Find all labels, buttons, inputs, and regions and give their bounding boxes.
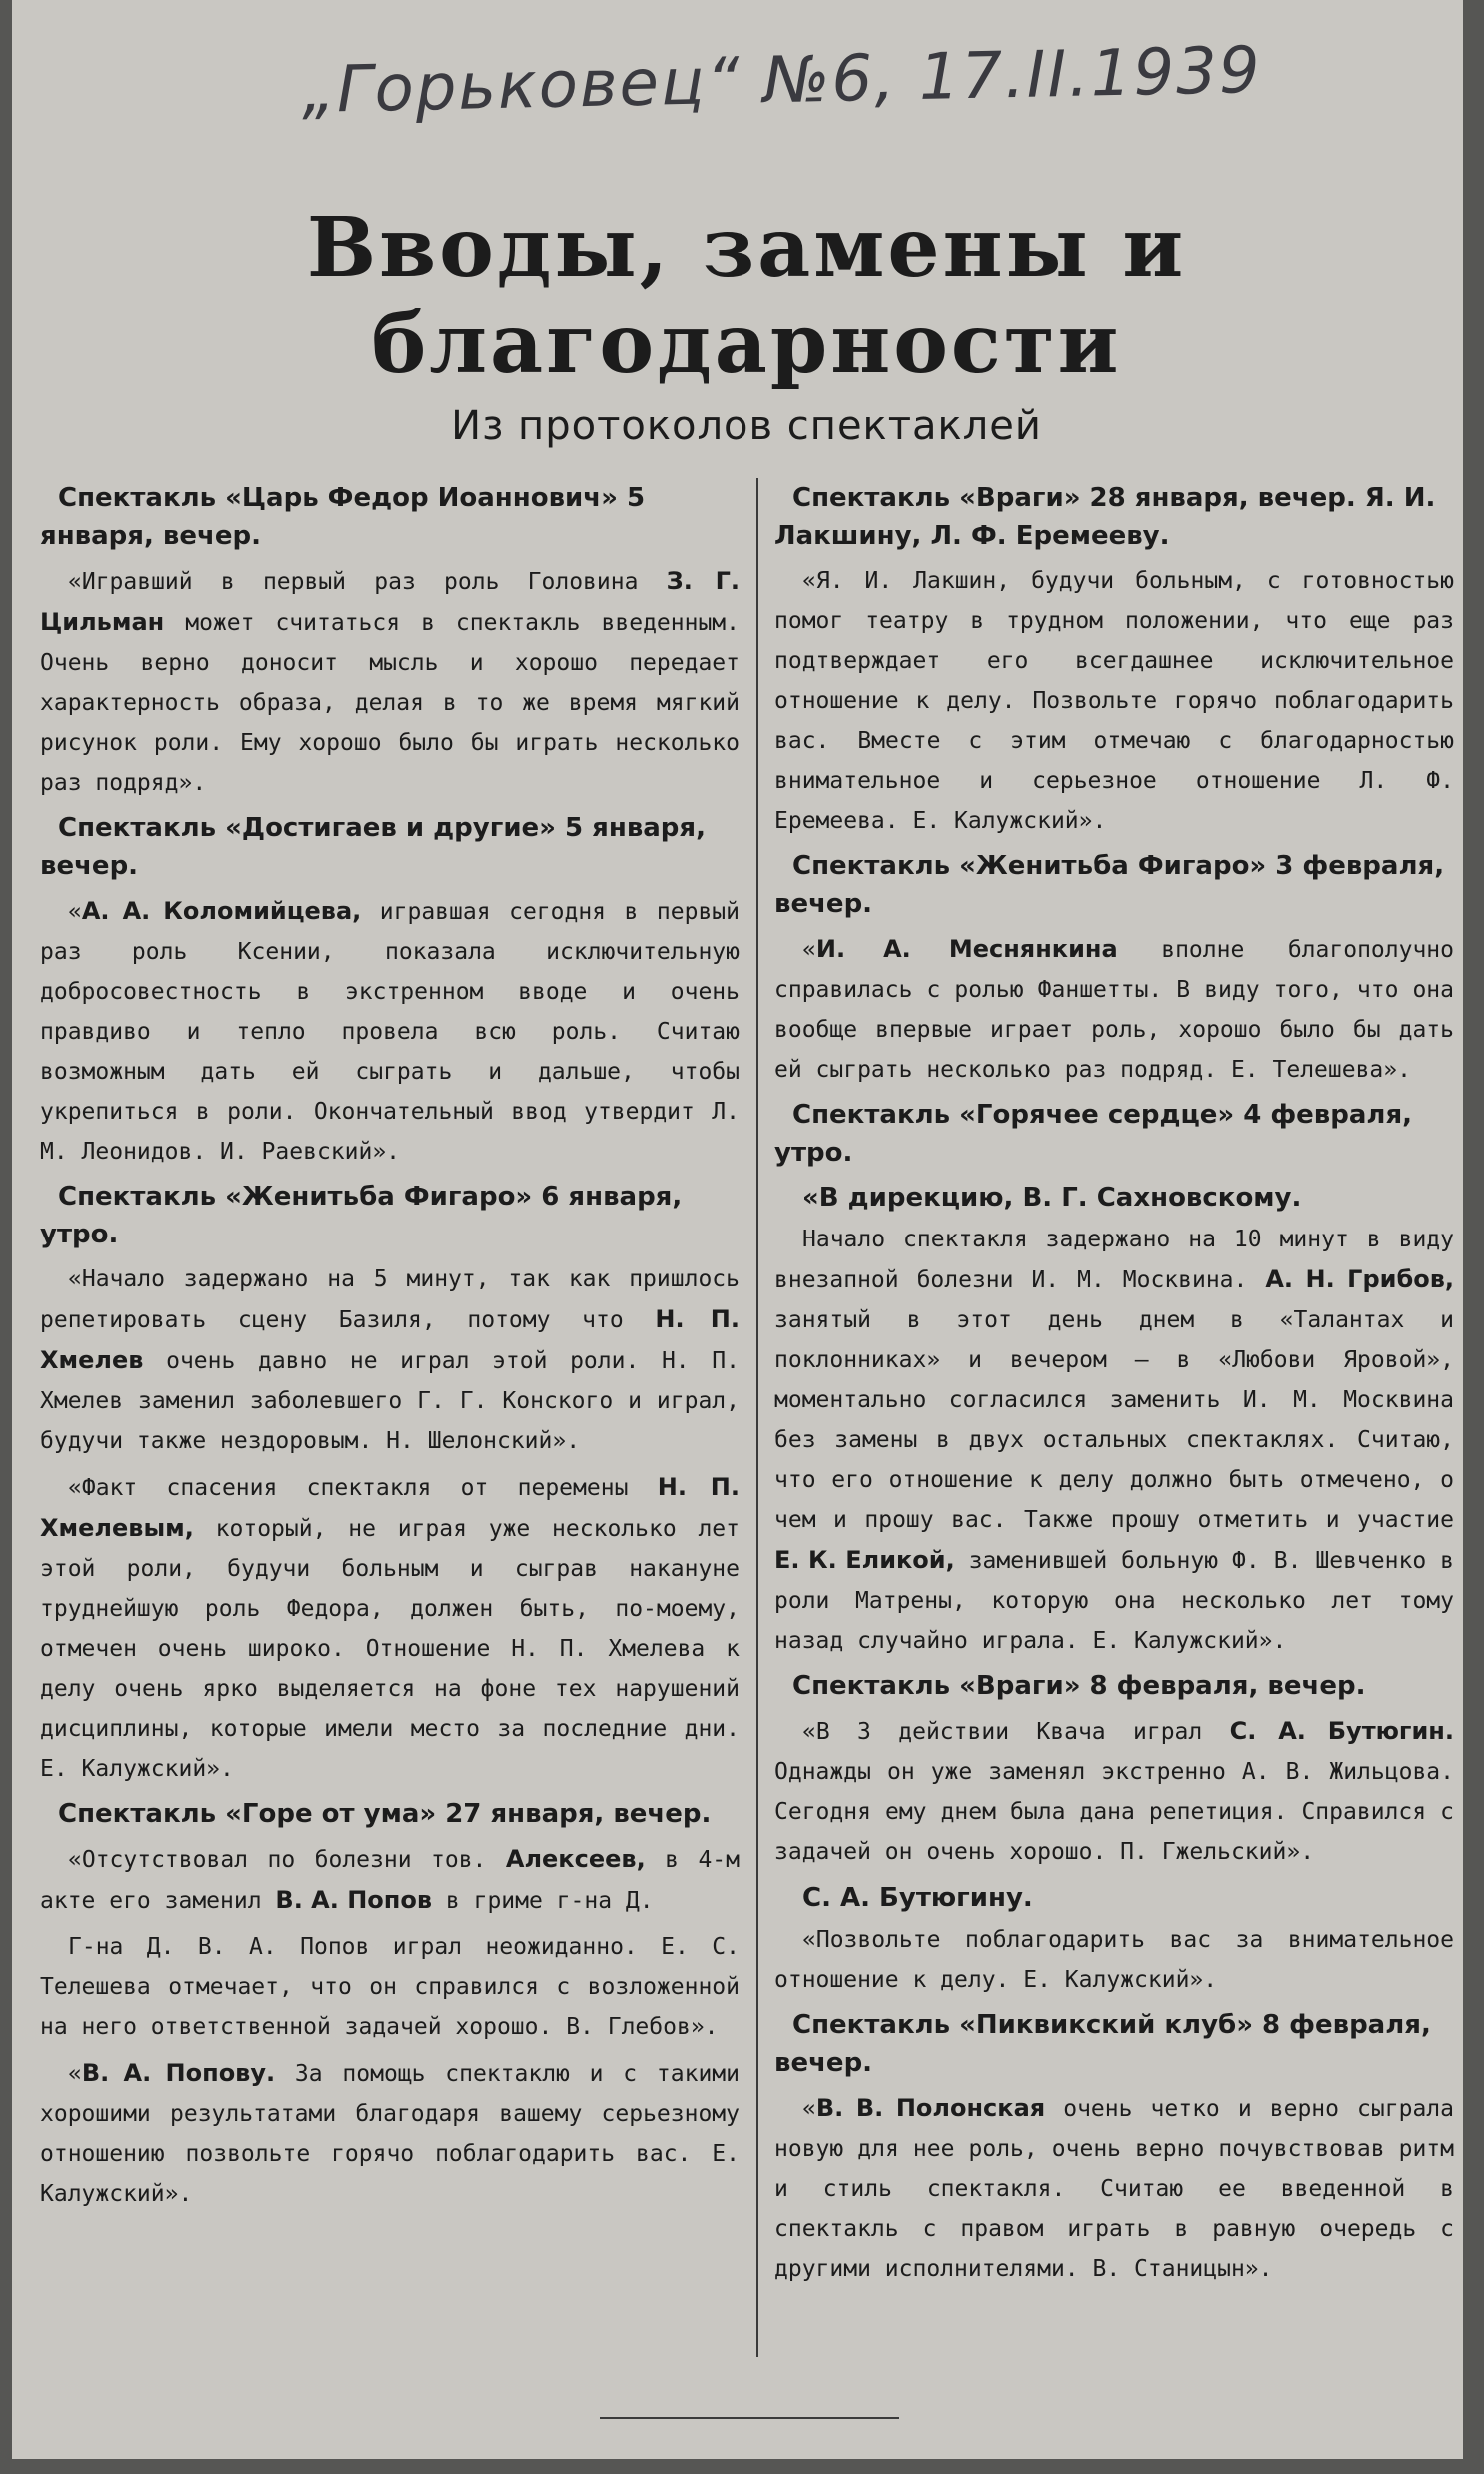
protocol-paragraph — [40, 561, 740, 803]
actor-name: В. А. Попов — [275, 1886, 433, 1914]
actor-name: И. А. Меснянкина — [815, 935, 1118, 963]
addressee-line: «В дирекцию, В. Г. Сахновскому. — [802, 1183, 1302, 1213]
article-headline — [52, 200, 1441, 454]
actor-name: Н. П. Хмелев — [40, 1305, 740, 1374]
paragraph-text: в гриме г-на Д. — [432, 1888, 654, 1914]
article-subtitle: Из протоколов спектаклей — [451, 403, 1042, 449]
actor-name: А. А. Коломийцева, — [81, 897, 362, 925]
performance-heading: Спектакль «Пиквикский клуб» 8 февраля, вечер. — [774, 2010, 1431, 2078]
paragraph-text: Начало спектакля задержано на 10 минут в виду внезапной болезни И. М. Москвина. — [774, 1227, 1454, 1293]
paragraph-text: очень четко и верно сыграла новую для нее роль, очень верно почувствовав ритм и стиль спектакля. Считаю ее введенной в спектакль с правом играть в равную очередь с другими исполнителями. В. Станицын». — [774, 2096, 1454, 2282]
protocol-paragraph — [774, 1220, 1454, 1661]
paragraph-text: Г-на Д. В. А. Попов играл неожиданно. Е. С. Телешева отмечает, что он справился с возложенной на него ответственной задачей хорошо. В. Глебов». — [40, 1934, 740, 2040]
protocol-paragraph — [774, 929, 1454, 1090]
handwritten-note: „Горьковец“ №6, 17.II.1939 — [300, 33, 1263, 129]
actor-name: Е. К. Еликой, — [774, 1546, 955, 1574]
paragraph-text: «Позвольте поблагодарить вас за внимательное отношение к делу. Е. Калужский». — [774, 1927, 1454, 1993]
paragraph-text: « — [68, 2061, 82, 2087]
performance-heading: Спектакль «Враги» 28 января, вечер. Я. И. Лакшину, Л. Ф. Еремееву. — [774, 483, 1436, 551]
protocol-paragraph — [40, 2053, 740, 2214]
paragraph-text: игравшая сегодня в первый раз роль Ксении, показала исключительную добросовестность в экстренном вводе и очень правдиво и тепло провела всю роль. Считаю возможным дать ей сыграть и дальше, чтобы укрепиться в роли. Окончательный ввод утвердит Л. М. Леонидов. И. Раевский». — [40, 899, 740, 1165]
protocol-paragraph — [774, 561, 1454, 841]
protocol-paragraph — [40, 1467, 740, 1789]
protocol-paragraph — [774, 2088, 1454, 2289]
paragraph-text: « — [802, 2096, 816, 2122]
protocol-paragraph — [40, 891, 740, 1172]
left-column — [40, 475, 740, 2220]
article-title-line-1: Вводы, замены и — [306, 200, 1187, 296]
paragraph-text: За помощь спектаклю и с такими хорошими результатами благодаря вашему серьезному отношению позвольте горячо поблагодарить вас. Е. Калужский». — [40, 2061, 741, 2207]
paragraph-text: Однажды он уже заменял экстренно А. В. Жильцова. Сегодня ему днем была дана репетиция. Справился с задачей он очень хорошо. П. Гжельский». — [774, 1759, 1454, 1865]
performance-heading: Спектакль «Женитьба Фигаро» 3 февраля, вечер. — [774, 851, 1445, 919]
protocol-paragraph — [40, 1927, 740, 2047]
protocol-paragraph — [40, 1839, 740, 1921]
paragraph-text: который, не играя уже несколько лет этой роли, будучи больным и сыграв накануне труднейшую роль Федора, должен быть, по-моему, отмечен очень широко. Отношение Н. П. Хмелева к делу очень ярко выделяется на фоне тех нарушений дисциплины, которые имели место за последние дни. Е. Калужский». — [40, 1516, 740, 1782]
paragraph-text: «Факт спасения спектакля от перемены — [68, 1475, 658, 1501]
bottom-rule — [600, 2417, 899, 2419]
paragraph-text: очень давно не играл этой роли. Н. П. Хмелев заменил заболевшего Г. Г. Конского и играл, будучи также нездоровым. Н. Шелонский». — [40, 1348, 740, 1454]
performance-heading: Спектакль «Враги» 8 февраля, вечер. — [792, 1671, 1366, 1701]
actor-name: В. А. Попову. — [81, 2059, 276, 2087]
actor-name: Н. П. Хмелевым, — [40, 1473, 740, 1542]
performance-heading: Спектакль «Царь Федор Иоаннович» 5 января, вечер. — [40, 483, 646, 551]
actor-name: С. А. Бутюгин. — [1229, 1717, 1454, 1745]
paragraph-text: «Отсутствовал по болезни тов. — [68, 1847, 506, 1873]
protocol-paragraph — [774, 1920, 1454, 2000]
actor-name: З. Г. Цильман — [40, 567, 740, 636]
paragraph-text: может считаться в спектакль введенным. Очень верно доносит мысль и хорошо передает характерность образа, делая в то же время мягкий рисунок роли. Ему хорошо было бы играть несколько раз подряд». — [40, 610, 740, 796]
addressee-line: С. А. Бутюгину. — [802, 1883, 1033, 1913]
paragraph-text: «Я. И. Лакшин, будучи больным, с готовностью помог театру в трудном положении, что еще раз подтверждает его всегдашнее исключительное отношение к делу. Позвольте горячо поблагодарить вас. Вместе с этим отмечаю с благодарностью внимательное и серьезное отношение Л. Ф. Еремеева. Е. Калужский». — [774, 568, 1454, 834]
paragraph-text: « — [68, 899, 82, 925]
actor-name: А. Н. Грибов, — [1265, 1265, 1454, 1293]
paragraph-text: «Игравший в первый раз роль Головина — [68, 569, 667, 595]
paragraph-text: заменившей больную Ф. В. Шевченко в роли Матрены, которую она несколько лет тому назад случайно играла. Е. Калужский». — [774, 1548, 1454, 1654]
paragraph-text: «В 3 действии Квача играл — [802, 1719, 1230, 1745]
protocol-paragraph — [40, 1259, 740, 1461]
article-title-line-2: благодарности — [371, 296, 1122, 392]
performance-heading: Спектакль «Женитьба Фигаро» 6 января, утро. — [40, 1182, 683, 1249]
paragraph-text: занятый в этот день днем в «Талантах и поклонниках» и вечером — в «Любови Яровой», моментально согласился заменить И. М. Москвина без замены в двух остальных спектаклях. Считаю, что его отношение к делу должно быть отмечено, о чем и прошу вас. Также прошу отметить и участие — [774, 1307, 1454, 1533]
performance-heading: Спектакль «Достигаев и другие» 5 января, вечер. — [40, 813, 706, 881]
right-column — [774, 475, 1454, 2295]
paragraph-text: вполне благополучно справилась с ролью Фаншетты. В виду того, что она вообще впервые играет роль, хорошо было бы дать ей сыграть несколько раз подряд. Е. Телешева». — [774, 937, 1454, 1083]
performance-heading: Спектакль «Горячее сердце» 4 февраля, утро. — [774, 1100, 1413, 1168]
column-divider — [756, 478, 758, 2357]
actor-name: Алексеев, — [505, 1845, 646, 1873]
paragraph-text: « — [802, 937, 816, 963]
paragraph-text: в 4-м акте его заменил — [40, 1847, 740, 1914]
performance-heading: Спектакль «Горе от ума» 27 января, вечер. — [58, 1799, 712, 1829]
actor-name: В. В. Полонская — [815, 2094, 1046, 2122]
paragraph-text: «Начало задержано на 5 минут, так как пришлось репетировать сцену Базиля, потому что — [40, 1266, 740, 1333]
protocol-paragraph — [774, 1711, 1454, 1872]
